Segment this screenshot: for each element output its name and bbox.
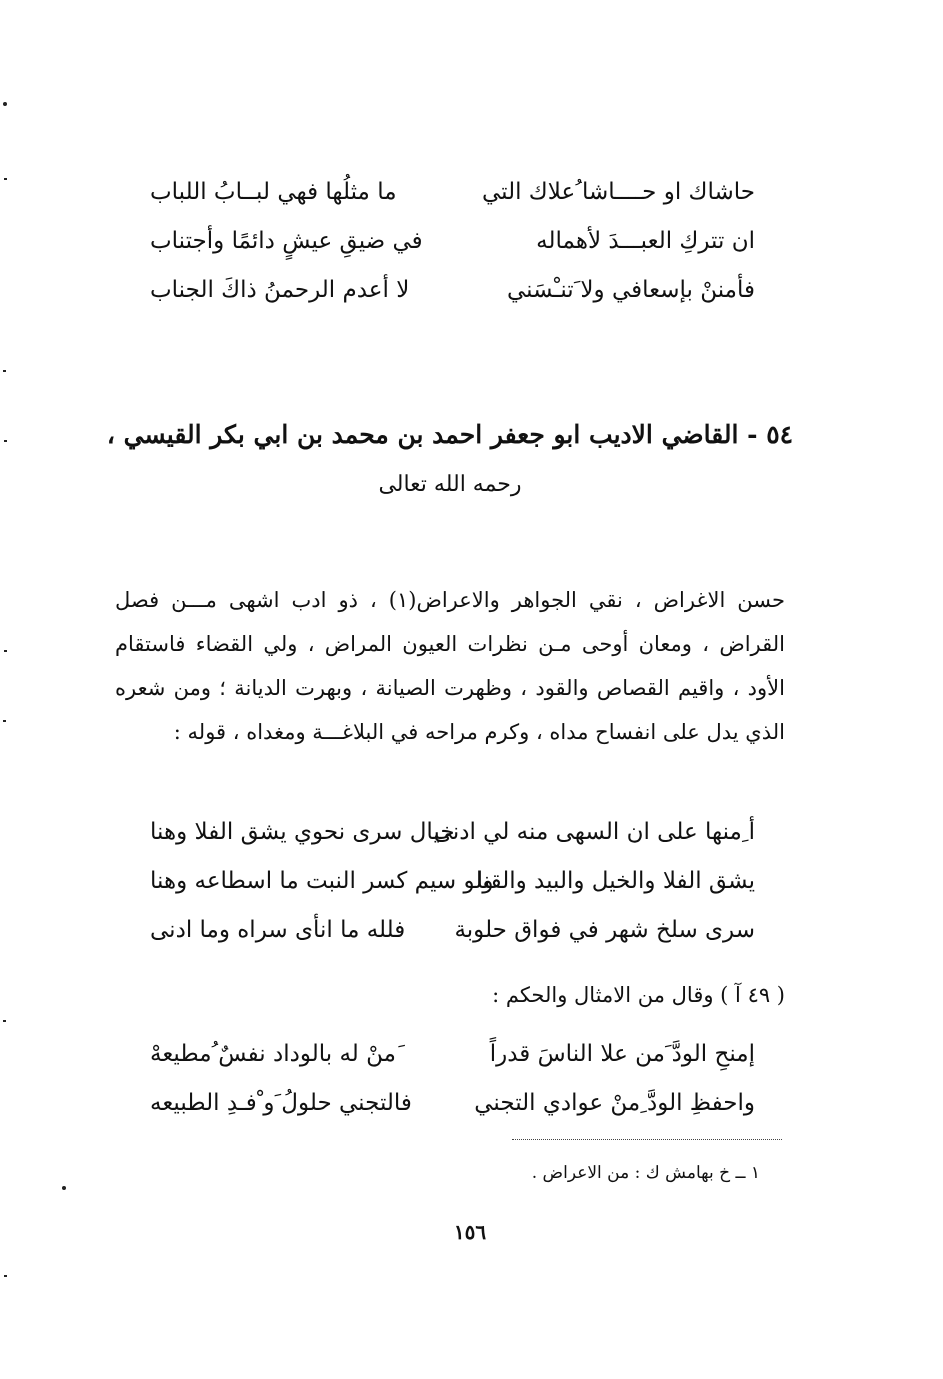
- verse-first-hemistich: حاشاك او حــــاشا ُعلاك التي: [481, 179, 755, 205]
- scan-speck: [62, 1186, 66, 1190]
- verse-first-hemistich: سرى سلخ شهر في فواق حلوبة: [454, 917, 755, 943]
- poem-intro: ( ٤٩ آ ) وقال من الامثال والحكم :: [492, 983, 785, 1007]
- scan-speck: [3, 102, 7, 106]
- verse-line: [150, 1086, 755, 1135]
- verse-first-hemistich: يشق الفلا والخيل والبيد والقنا: [476, 868, 755, 894]
- scan-speck: [3, 1020, 6, 1022]
- verse-first-hemistich: إمنحِ الودَّ َمن علا الناسَ قدراً: [489, 1041, 755, 1067]
- verse-line: [150, 815, 755, 864]
- scan-speck: [3, 370, 6, 372]
- scan-speck: [4, 440, 7, 442]
- scan-speck: [4, 1275, 7, 1277]
- verse-line: [150, 224, 755, 273]
- verse-first-hemistich: واحفظِ الودَّ ِمنْ عوادي التجني: [474, 1090, 755, 1116]
- verse-second-hemistich: في ضيقِ عيشٍ دائمًا وأجتناب: [150, 228, 423, 254]
- poem-bottom: [150, 1037, 755, 1135]
- section-subheading: رحمه الله تعالى: [378, 472, 522, 497]
- verse-second-hemistich: خيال سرى نحوي يشق الفلا وهنا: [150, 819, 455, 845]
- verse-line: [150, 273, 755, 322]
- verse-second-hemistich: ولو سيم كسر النبت ما اسطاعه وهنا: [150, 868, 494, 894]
- footnote: ١ ــ خ بهامش ك : من الاعراض .: [531, 1163, 760, 1183]
- verse-second-hemistich: َمنْ له بالوداد نفسٌ ُمطيعهْ: [150, 1041, 396, 1067]
- verse-second-hemistich: لا أعدم الرحمنُ ذاكَ الجناب: [150, 277, 410, 303]
- poem-middle: [150, 815, 755, 962]
- verse-first-hemistich: أ ِمنها على ان السهى منه لي ادنى: [433, 819, 755, 845]
- verse-line: [150, 913, 755, 962]
- verse-first-hemistich: ان تتركِ العبـــدَ لأهماله: [536, 228, 755, 254]
- verse-second-hemistich: فلله ما انأى سراه وما ادنى: [150, 917, 406, 943]
- scan-speck: [3, 720, 6, 722]
- verse-line: [150, 864, 755, 913]
- footnote-separator: [512, 1139, 782, 1140]
- prose-paragraph: [115, 578, 785, 754]
- verse-line: [150, 175, 755, 224]
- verse-line: [150, 1037, 755, 1086]
- page-number: ١٥٦: [453, 1220, 487, 1244]
- scan-speck: [4, 650, 7, 652]
- verse-first-hemistich: فأمننْ بإسعافي ولا َتنـْسَني: [506, 277, 755, 303]
- poem-top: [150, 175, 755, 322]
- verse-second-hemistich: ما مثلُها فهي لبــابُ اللباب: [150, 179, 397, 205]
- section-heading: ٥٤ - القاضي الاديب ابو جعفر احمد بن محمد بن ابي بكر القيسي ،: [106, 420, 794, 449]
- verse-second-hemistich: فالتجني حلولُ َو ْفـدِ الطبيعه: [150, 1090, 412, 1116]
- prose-text: حسن الاغراض ، نقي الجواهر والاعراض(١) ، ذو ادب اشهى مـــن فصل القراض ، ومعان أوحى مـن نظرات العيون المراض ، ولي القضاء فاستقام الأود ، واقيم القصاص والقود ، وظهرت الصيانة ، وبهرت الديانة ؛ ومن شعره الذي يدل على انفساح مداه ، وكرم مراحه في البلاغـــة ومغداه ، قوله :: [115, 588, 785, 744]
- scan-speck: [4, 178, 7, 180]
